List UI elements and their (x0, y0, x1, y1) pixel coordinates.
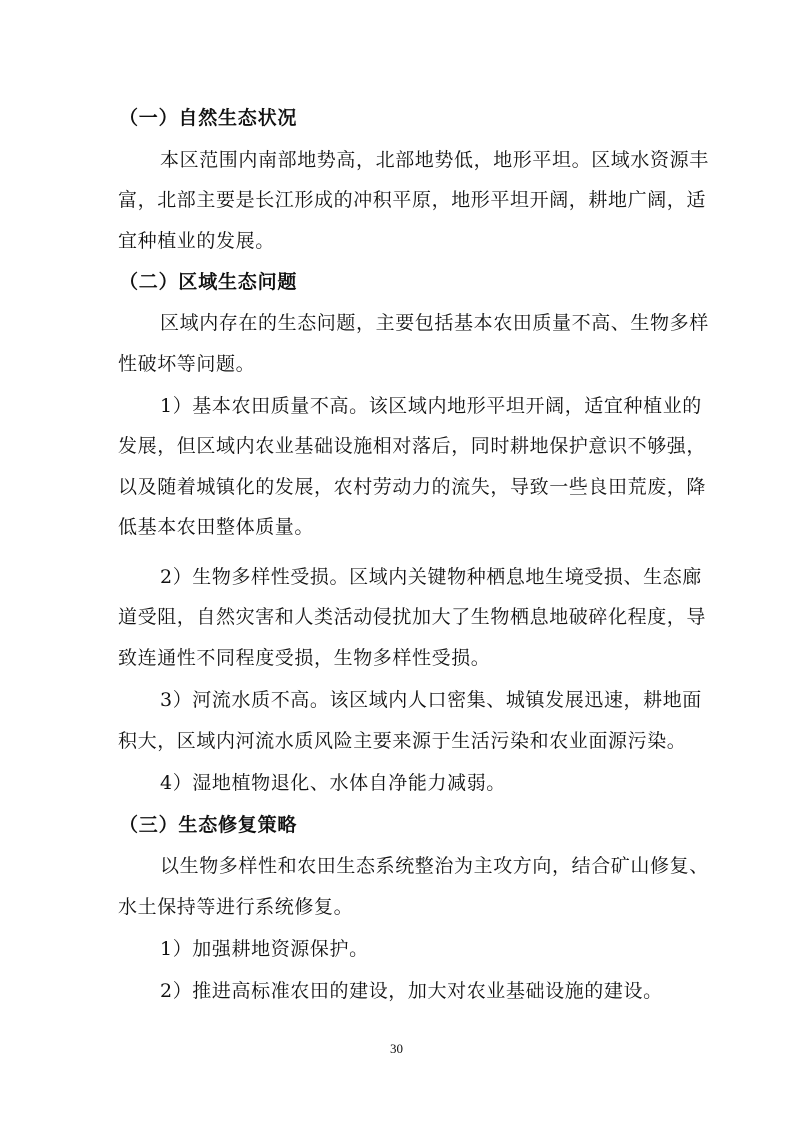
paragraph-line: 1）加强耕地资源保护。 (160, 938, 369, 960)
paragraph-line: 发展，但区域内农业基础设施相对落后，同时耕地保护意识不够强， (118, 435, 707, 457)
paragraph-line: 宜种植业的发展。 (118, 230, 275, 252)
paragraph-line: 本区范围内南部地势高，北部地势低，地形平坦。区域水资源丰 (160, 149, 709, 171)
paragraph-line: 4）湿地植物退化、水体自净能力减弱。 (160, 772, 506, 794)
paragraph-line: 以及随着城镇化的发展，农村劳动力的流失，导致一些良田荒废，降 (118, 476, 707, 498)
section-heading: （二）区域生态问题 (119, 271, 298, 293)
paragraph-line: 3）河流水质不高。该区域内人口密集、城镇发展迅速，耕地面 (160, 689, 702, 711)
paragraph-line: 积大，区域内河流水质风险主要来源于生活污染和农业面源污染。 (118, 730, 687, 752)
paragraph-line: 低基本农田整体质量。 (118, 516, 315, 538)
paragraph-line: 富，北部主要是长江形成的冲积平原，地形平坦开阔，耕地广阔，适 (118, 189, 707, 211)
paragraph-line: 性破坏等问题。 (118, 353, 256, 375)
paragraph-line: 2）推进高标准农田的建设，加大对农业基础设施的建设。 (160, 980, 663, 1002)
page-number: 30 (390, 1041, 403, 1056)
section-heading: （三）生态修复策略 (119, 814, 298, 836)
paragraph-line: 2）生物多样性受损。区域内关键物种栖息地生境受损、生态廊 (160, 566, 702, 588)
section-heading: （一）自然生态状况 (119, 107, 298, 129)
paragraph-line: 致连通性不同程度受损，生物多样性受损。 (118, 647, 491, 669)
paragraph-line: 区域内存在的生态问题，主要包括基本农田质量不高、生物多样 (160, 312, 709, 334)
paragraph-line: 道受阻，自然灾害和人类活动侵扰加大了生物栖息地破碎化程度，导 (118, 606, 707, 628)
paragraph-line: 1）基本农田质量不高。该区域内地形平坦开阔，适宜种植业的 (160, 395, 702, 417)
paragraph-line: 水土保持等进行系统修复。 (118, 896, 354, 918)
paragraph-line: 以生物多样性和农田生态系统整治为主攻方向，结合矿山修复、 (160, 855, 709, 877)
